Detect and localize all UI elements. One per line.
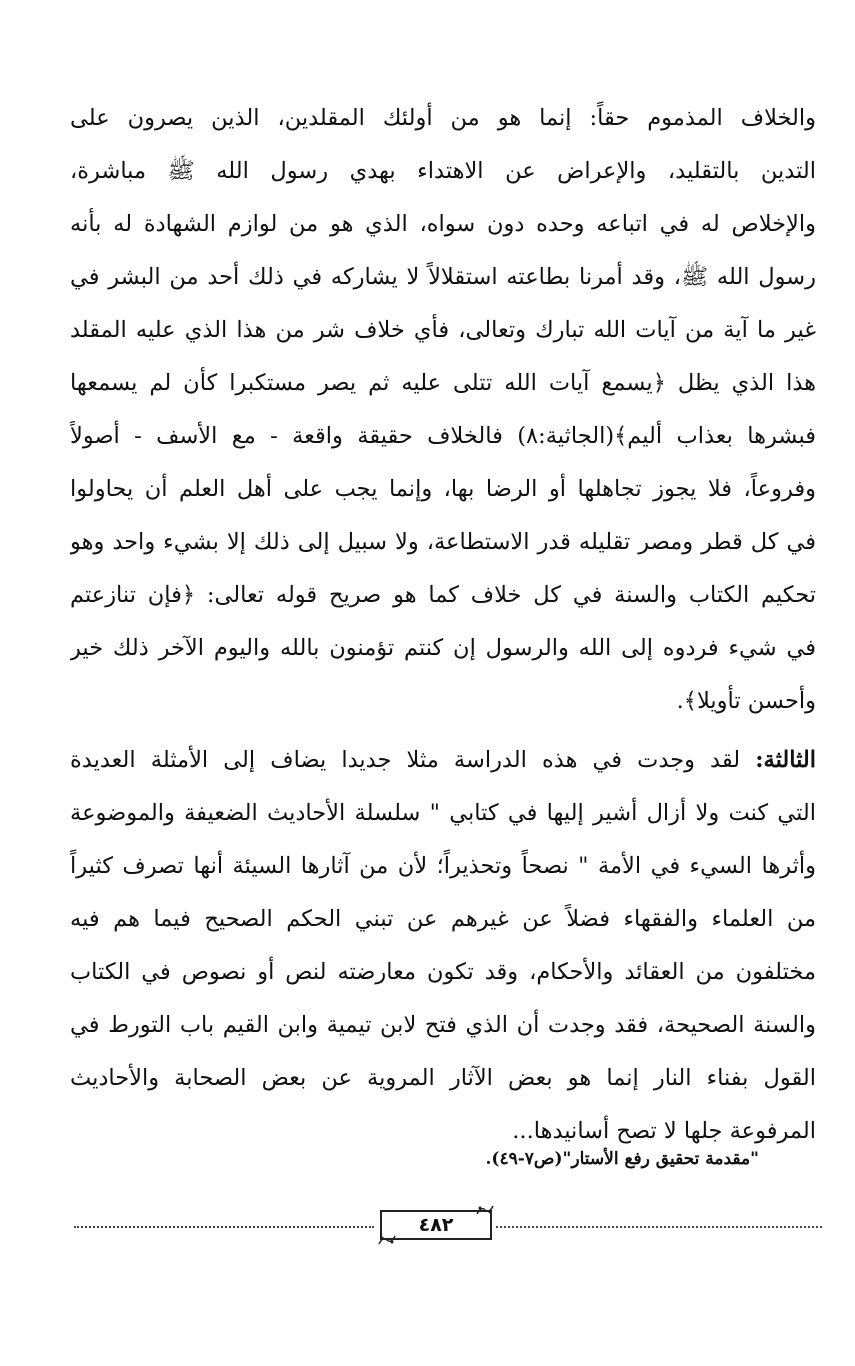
footer-divider-right <box>496 1226 822 1228</box>
text-line: والسنة الصحيحة، فقد وجدت أن الذي فتح لابن تيمية وابن القيم باب التورط في <box>70 1012 816 1038</box>
corner-ornament-icon <box>378 1235 396 1245</box>
text-line: غير ما آية من آيات الله تبارك وتعالى، فأي خلاف شر من هذا الذي عليه المقلد <box>70 317 816 343</box>
text-line: في شيء فردوه إلى الله والرسول إن كنتم تؤمنون بالله واليوم الآخر ذلك خير <box>70 635 816 661</box>
text-line: التدين بالتقليد، والإعراض عن الاهتداء بهدي رسول الله ﷺ مباشرة، <box>70 158 816 184</box>
page-number: ٤٨٢ <box>418 1214 454 1236</box>
point-label: الثالثة: <box>755 747 816 773</box>
text-line: مختلفون من العقائد والأحكام، وقد تكون معارضته لنص أو نصوص في الكتاب <box>70 959 816 985</box>
text-line: وأثرها السيء في الأمة " نصحاً وتحذيراً؛ لأن من آثارها السيئة أنها تصرف كثيراً <box>70 853 816 879</box>
text-line: والخلاف المذموم حقاً: إنما هو من أولئك المقلدين، الذين يصرون على <box>70 105 816 131</box>
page-number-frame <box>380 1210 492 1240</box>
corner-ornament-icon <box>476 1205 494 1215</box>
text-line: فبشرها بعذاب أليم﴾(الجاثية:٨) فالخلاف حقيقة واقعة - مع الأسف - أصولاً <box>70 423 816 449</box>
citation: "مقدمة تحقيق رفع الأستار"(ص٧-٤٩). <box>485 1149 759 1169</box>
paragraph-1 <box>70 92 816 728</box>
footer-divider-left <box>74 1226 374 1228</box>
text-line: تحكيم الكتاب والسنة في كل خلاف كما هو صريح قوله تعالى: ﴿فإن تنازعتم <box>70 582 816 608</box>
text-line: في كل قطر ومصر تقليله قدر الاستطاعة، ولا سبيل إلى ذلك إلا بشيء واحد وهو <box>70 529 816 555</box>
text-line: وفروعاً، فلا يجوز تجاهلها أو الرضا بها، وإنما يجب على أهل العلم أن يحاولوا <box>70 476 816 502</box>
line-text: لقد وجدت في هذه الدراسة مثلا جديدا يضاف إلى الأمثلة العديدة <box>70 747 756 773</box>
text-line: القول بفناء النار إنما هو بعض الآثار المروية عن بعض الصحابة والأحاديث <box>70 1065 816 1091</box>
text-line: التي كنت ولا أزال أشير إليها في كتابي " سلسلة الأحاديث الضعيفة والموضوعة <box>70 800 816 826</box>
text-line: من العلماء والفقهاء فضلاً عن غيرهم عن تبني الحكم الصحيح فيما هم فيه <box>70 906 816 932</box>
body-text <box>70 92 816 1158</box>
text-line: والإخلاص له في اتباعه وحده دون سواه، الذي هو من لوازم الشهادة له بأنه <box>70 211 816 237</box>
text-line: هذا الذي يظل ﴿يسمع آيات الله تتلى عليه ثم يصر مستكبرا كأن لم يسمعها <box>70 370 816 396</box>
paragraph-2 <box>70 734 816 1158</box>
text-line: رسول الله ﷺ، وقد أمرنا بطاعته استقلالاً لا يشاركه في ذلك أحد من البشر في <box>70 264 816 290</box>
page-footer <box>74 1206 822 1246</box>
text-line: وأحسن تأويلا﴾. <box>676 688 816 714</box>
text-line <box>70 734 816 787</box>
text-line: المرفوعة جلها لا تصح أسانيدها... <box>512 1118 816 1144</box>
